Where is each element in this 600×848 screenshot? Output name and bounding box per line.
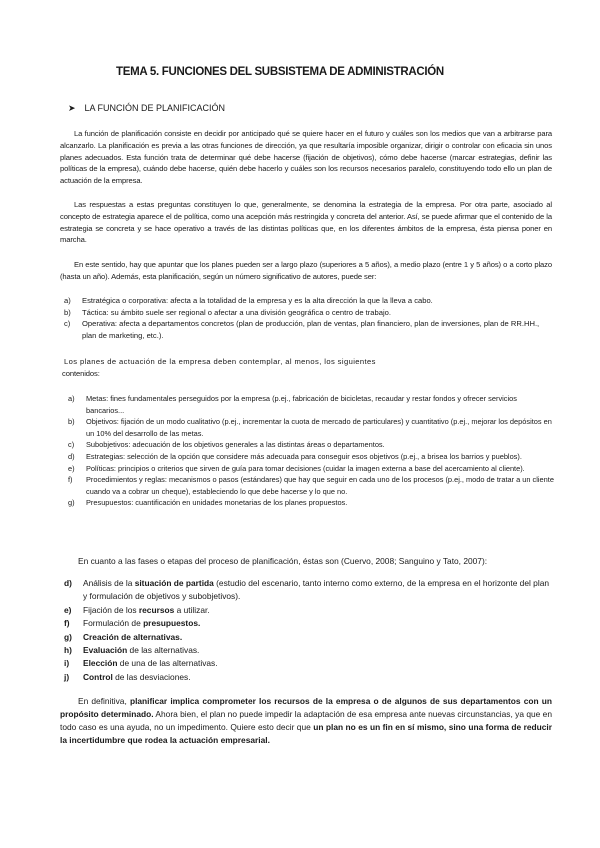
paragraph-5: En cuanto a las fases o etapas del proceso de planificación, éstas son (Cuervo, 2008; Sanguino y Tato, 2007): [78,556,488,566]
list-item: g) Presupuestos: cuantificación en unidades monetarias de los planes propuestos. [68,498,348,508]
list-item: b) Objetivos: fijación de un modo cualitativo (p.ej., incrementar la cuota de mercado de particulares) y cuantitativo (p.ej., mejorar los depósitos en un 10% del desarrollo de las metas. [68,417,552,438]
planning-phases-list [64,577,554,684]
planning-types-list [64,295,554,341]
list-item: e) Políticas: principios o criterios que sirven de guía para tomar decisiones (cuidar la imagen externa a base del acercamiento al cliente). [68,463,525,473]
list-item: a) Estratégica o corporativa: afecta a la totalidad de la empresa y es la alta dirección la que la lleva a cabo. [64,296,433,305]
plan-contents-list [68,393,554,509]
page-title: TEMA 5. FUNCIONES DEL SUBSISTEMA DE ADMINISTRACIÓN [116,66,444,78]
list-item: f) Procedimientos y reglas: mecanismos o pasos (estándares) que hay que seguir en cada uno de los procesos (p.ej., modo de tratar a un cliente cuando va a cobrar un cheque), estableciendo lo que debe hacerse y lo que no. [68,475,554,496]
list-item: c) Subobjetivos: adecuación de los objetivos generales a las distintas áreas o departamentos. [68,440,385,450]
list-item: i) Elección de una de las alternativas. [64,658,218,669]
paragraph-1: La función de planificación consiste en decidir por anticipado qué se quiere hacer en el futuro y cuáles son los medios que van a arbitrarse para alcanzarlo. La planificación es previa a las otras funciones de dirección, ya que resultaría imposible organizar, dirigir o controlar con eficacia sin unos planes adecuados. Esta función trata de determinar qué debe hacerse (fijación de objetivos), cómo debe hacerse (marcar estrategias, definir las políticas de la empresa), cuándo debe hacerse, quién debe hacerlo y cuáles son los recursos necesarios paralelo, constituyendo todo ello un plan de actuación de la empresa. [60,129,552,186]
list-item: e) Fijación de los recursos a utilizar. [64,604,210,615]
list-item: c) Operativa: afecta a departamentos concretos (plan de producción, plan de ventas, plan financiero, plan de inversiones, plan de RR.HH., plan de marketing, etc.). [64,319,540,340]
list-item: j) Control de las desviaciones. [64,671,191,682]
list-item: d) Análisis de la situación de partida (estudio del escenario, tanto interno como externo, de la empresa en el horizonte del plan y formulación de objetivos y subobjetivos). [64,578,550,602]
list-item: b) Táctica: su ámbito suele ser regional o afectar a una división geográfica o centro de trabajo. [64,307,391,317]
section-heading-label: LA FUNCIÓN DE PLANIFICACIÓN [84,103,226,113]
paragraph-3: En este sentido, hay que apuntar que los planes pueden ser a largo plazo (superiores a 5 años), a medio plazo (entre 1 y 5 años) o a corto plazo (hasta un año). Además, esta planificación, según un número significativo de autores, puede ser: [60,260,552,281]
list-item: f) Formulación de presupuestos. [64,618,201,629]
paragraph-2: Las respuestas a estas preguntas constituyen lo que, generalmente, se denomina la estrategia de la empresa. Por otra parte, asociado al concepto de estrategia aparece el de política, como una acepción más restringida y concreta del anterior. Así, se puede afirmar que el contenido de la estrategia se concreta y se hace operativo a través de las distintas políticas que, en los diferentes ámbitos de la empresa, ésta piensa poner en marcha. [60,200,552,245]
paragraph-4: Los planes de actuación de la empresa deben contemplar, al menos, los siguientes contenidos: [62,357,376,378]
list-item: g) Creación de alternativas. [64,631,183,642]
section-heading [68,103,225,114]
paragraph-6: En definitiva, planificar implica comprometer los recursos de la empresa o de algunos de sus departamentos con un propósito determinado. Ahora bien, el plan no puede impedir la adaptación de esa empresa ante nuevas circunstancias, ya que en todo caso es una ayuda, no un impedimento. Quiere esto decir que un plan no es un fin en sí mismo, sino una forma de reducir la incertidumbre que rodea la actuación empresarial. [60,696,552,745]
list-item: a) Metas: fines fundamentales perseguidos por la empresa (p.ej., fabricación de bicicletas, recaudar y restar fondos y ofrecer servicios bancarios... [68,394,517,415]
list-item: d) Estrategias: selección de la opción que considere más adecuada para conseguir esos objetivos (p.ej., a brisea los barrios y pueblos). [68,451,522,461]
list-item: h) Evaluación de las alternativas. [64,645,200,656]
arrow-bullet-icon: ➤ [68,103,76,113]
